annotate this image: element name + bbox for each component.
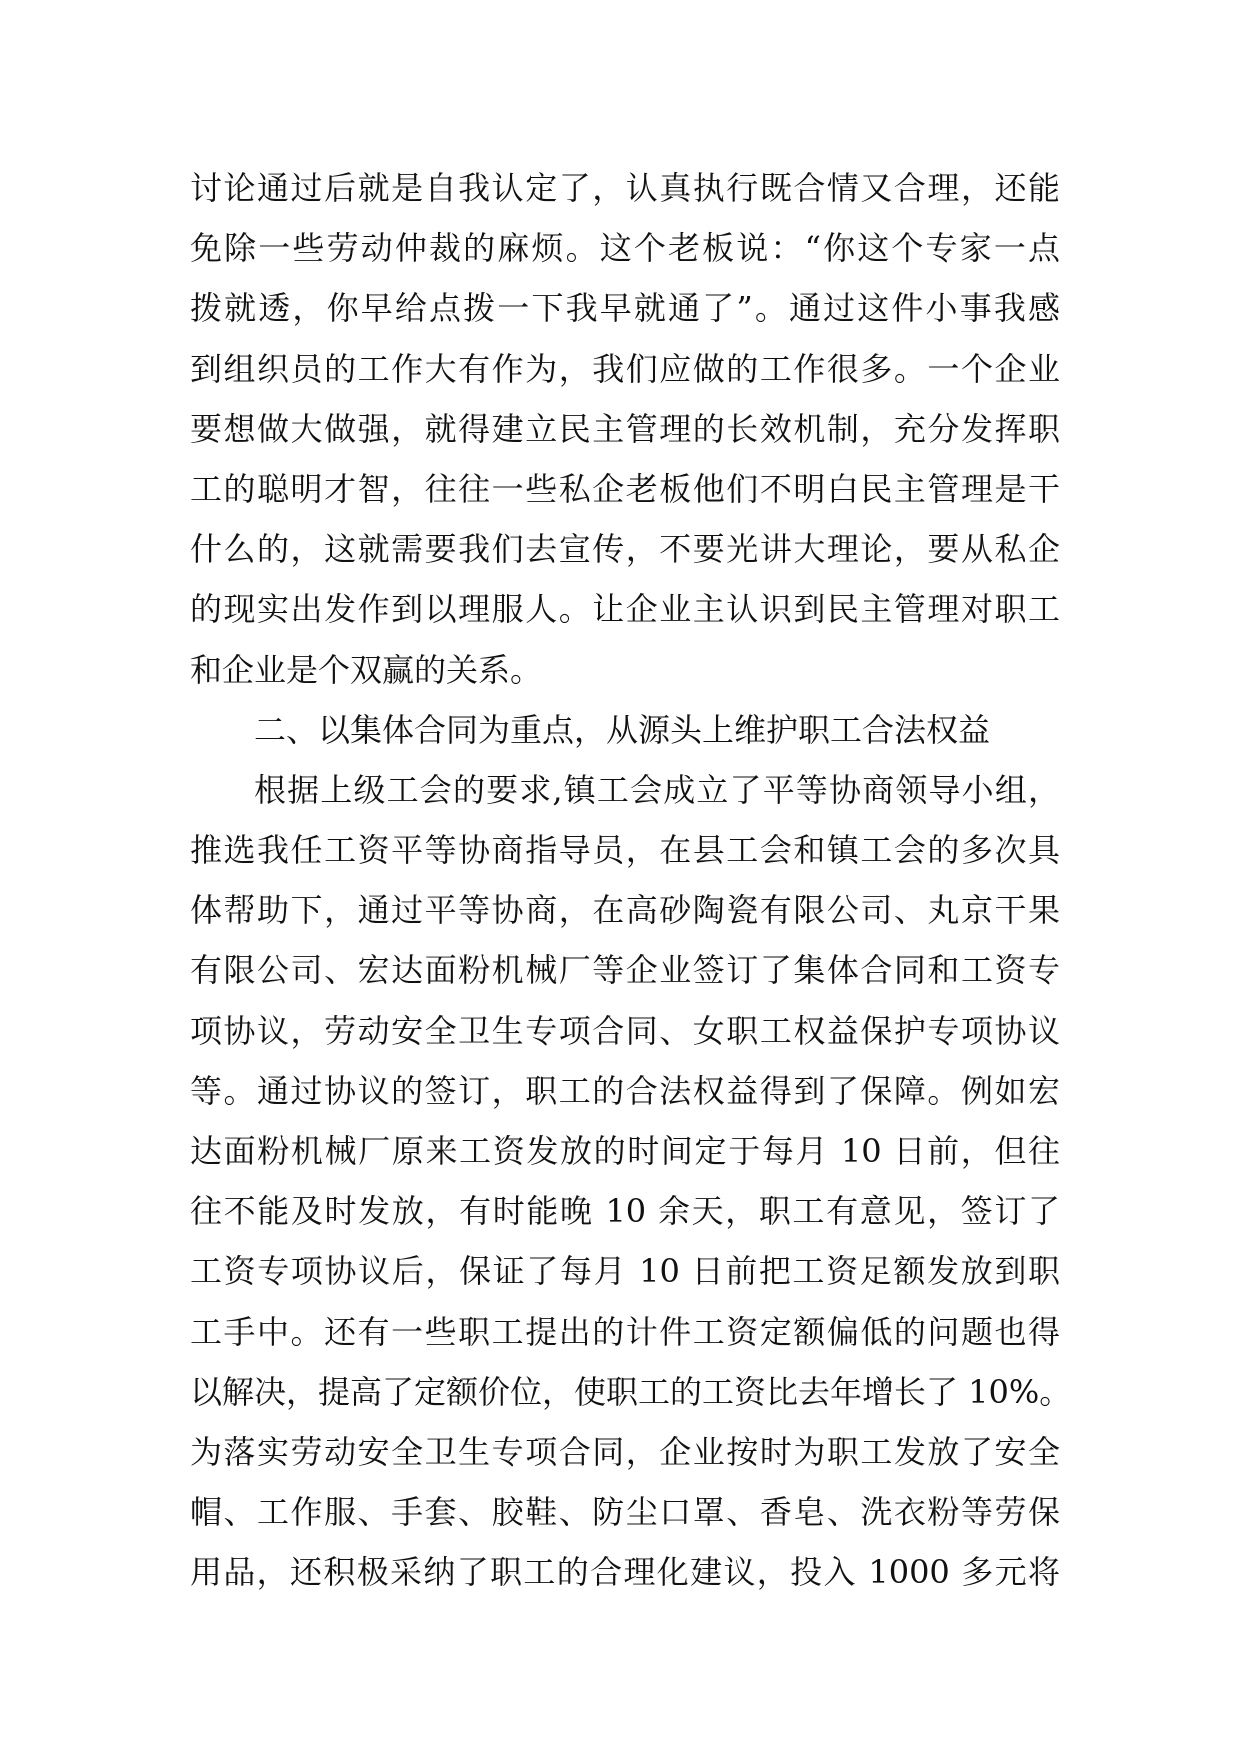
text-line: 拨就透，你早给点拨一下我早就通了”。通过这件小事我感 xyxy=(190,289,1060,328)
text-line: 往不能及时发放，有时能晚 10 余天，职工有意见，签订了 xyxy=(190,1192,1060,1231)
text-line: 体帮助下，通过平等协商，在高砂陶瓷有限公司、丸京干果 xyxy=(190,891,1060,930)
text-line: 讨论通过后就是自我认定了，认真执行既合情又合理，还能 xyxy=(190,169,1060,207)
text-line: 达面粉机械厂原来工资发放的时间定于每月 10 日前，但往 xyxy=(190,1132,1060,1170)
text-line: 根据上级工会的要求,镇工会成立了平等协商领导小组， xyxy=(254,770,1060,809)
body-text xyxy=(190,158,1072,1603)
text-line: 工手中。还有一些职工提出的计件工资定额偏低的问题也得 xyxy=(190,1312,1060,1351)
text-line: 免除一些劳动仲裁的麻烦。这个老板说：“你这个专家一点 xyxy=(190,229,1060,268)
text-line: 等。通过协议的签订，职工的合法权益得到了保障。例如宏 xyxy=(190,1071,1060,1110)
section-heading: 二、以集体合同为重点，从源头上维护职工合法权益 xyxy=(254,710,991,749)
text-line: 和企业是个双赢的关系。 xyxy=(190,650,543,689)
text-line: 什么的，这就需要我们去宣传，不要光讲大理论，要从私企 xyxy=(190,530,1060,569)
text-line: 工资专项协议后，保证了每月 10 日前把工资足额发放到职 xyxy=(190,1252,1060,1291)
text-line: 工的聪明才智，往往一些私企老板他们不明白民主管理是干 xyxy=(190,469,1060,508)
text-line: 要想做大做强，就得建立民主管理的长效机制，充分发挥职 xyxy=(190,409,1060,448)
text-line: 到组织员的工作大有作为，我们应做的工作很多。一个企业 xyxy=(190,349,1060,388)
text-line: 为落实劳动安全卫生专项合同，企业按时为职工发放了安全 xyxy=(190,1432,1060,1471)
text-line: 项协议，劳动安全卫生专项合同、女职工权益保护专项协议 xyxy=(190,1011,1060,1050)
text-line: 推选我任工资平等协商指导员，在县工会和镇工会的多次具 xyxy=(190,831,1060,870)
text-line: 有限公司、宏达面粉机械厂等企业签订了集体合同和工资专 xyxy=(190,951,1060,990)
text-line: 帽、工作服、手套、胶鞋、防尘口罩、香皂、洗衣粉等劳保 xyxy=(190,1493,1060,1532)
text-line: 以解决，提高了定额价位，使职工的工资比去年增长了 10%。 xyxy=(190,1372,1072,1411)
text-line: 用品，还积极采纳了职工的合理化建议，投入 1000 多元将 xyxy=(190,1553,1060,1592)
text-line: 的现实出发作到以理服人。让企业主认识到民主管理对职工 xyxy=(190,590,1060,629)
